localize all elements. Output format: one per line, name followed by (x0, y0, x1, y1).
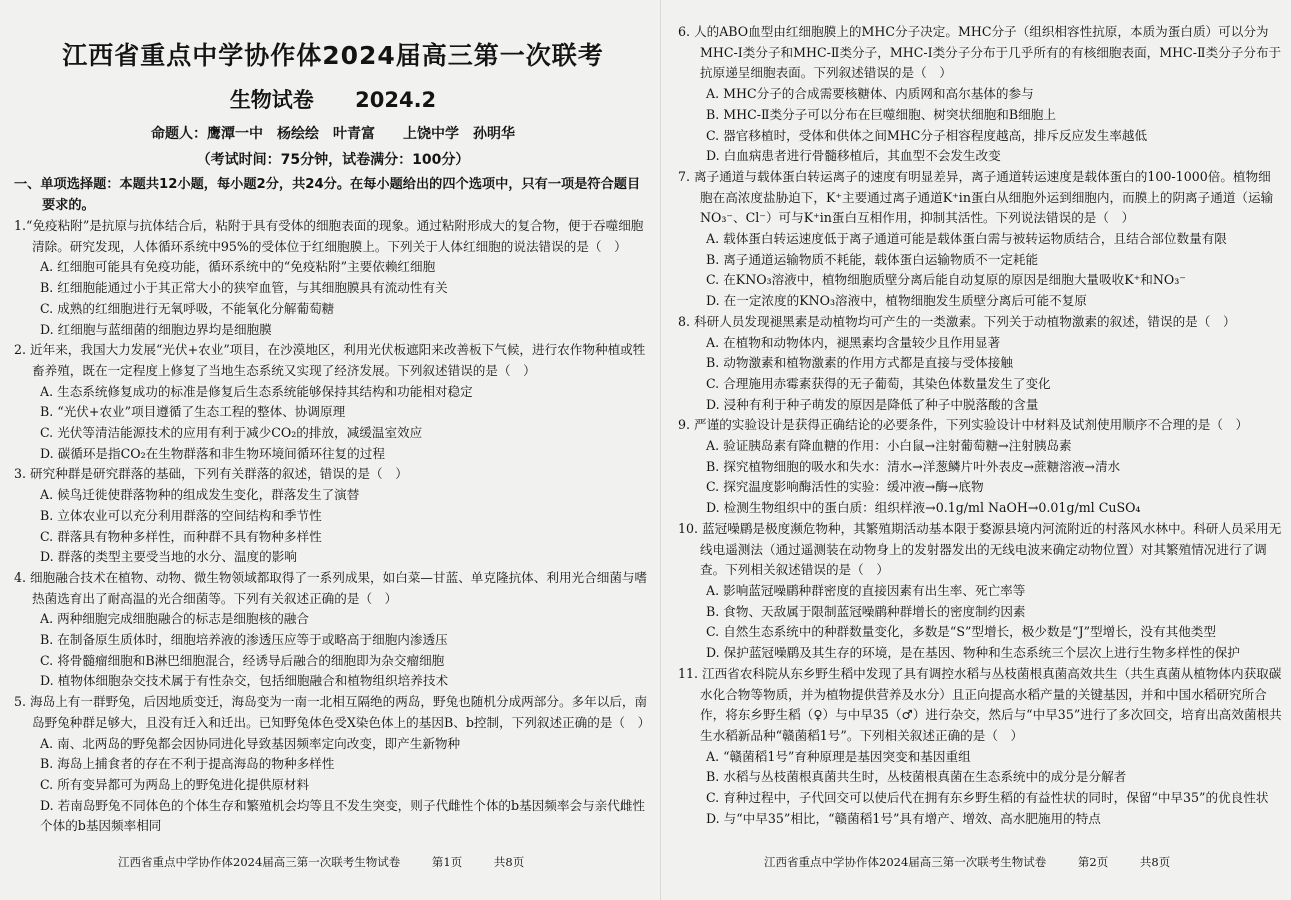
question-option: B. 立体农业可以充分利用群落的空间结构和季节性 (40, 507, 322, 523)
page-footer (764, 854, 1198, 870)
question-option: C. 将骨髓瘤细胞和B淋巴细胞混合，经诱导后融合的细胞即为杂交瘤细胞 (40, 652, 445, 668)
question-option: D. 群落的类型主要受当地的水分、温度的影响 (40, 549, 297, 565)
question-item (14, 464, 652, 568)
question-option: B. 红细胞能通过小于其正常大小的狭窄血管，与其细胞膜具有流动性有关 (40, 280, 448, 296)
question-item (678, 519, 1283, 664)
question-option: D. 在一定浓度的KNO₃溶液中，植物细胞发生质壁分离后可能不复原 (706, 293, 1087, 309)
question-option: A. 生态系统修复成功的标准是修复后生态系统能够保持其结构和功能相对稳定 (40, 383, 473, 399)
question-item (14, 692, 652, 837)
question-option: D. 白血病患者进行骨髓移植后，其血型不会发生改变 (706, 148, 1001, 164)
question-option: C. 群落具有物种多样性，而种群不具有物种多样性 (40, 528, 322, 544)
exam-page-2 (660, 0, 1291, 900)
question-option: A. 影响蓝冠噪鹛种群密度的直接因素有出生率、死亡率等 (706, 582, 1026, 598)
exam-subtitle-line (14, 84, 652, 114)
question-option: B. 探究植物细胞的吸水和失水：清水→洋葱鳞片叶外表皮→蔗糖溶液→清水 (706, 458, 1121, 474)
question-stem: 6. 人的ABO血型由红细胞膜上的MHC分子决定。MHC分子（组织相容性抗原，本质为蛋白质）可以分为MHC-Ⅰ类分子和MHC-Ⅱ类分子，MHC-Ⅰ类分子分布于几乎所有的有核细胞表面，MHC-Ⅱ类分子分布于抗原递呈细胞表面。下列叙述错误的是（ ） (678, 24, 1282, 81)
question-list (14, 216, 652, 837)
question-option: A. MHC分子的合成需要核糖体、内质网和高尔基体的参与 (706, 86, 1034, 102)
question-item (678, 167, 1283, 312)
question-option: B. 离子通道运输物质不耗能，载体蛋白运输物质不一定耗能 (706, 251, 1039, 267)
question-option: B. 动物激素和植物激素的作用方式都是直接与受体接触 (706, 355, 1013, 371)
question-item (678, 415, 1283, 519)
question-option: C. 合理施用赤霉素获得的无子葡萄，其染色体数量发生了变化 (706, 375, 1051, 391)
question-option: C. 器官移植时，受体和供体之间MHC分子相容程度越高，排斥反应发生率越低 (706, 127, 1148, 143)
question-option: A. 红细胞可能具有免疫功能，循环系统中的“免疫粘附”主要依赖红细胞 (40, 259, 436, 275)
question-stem: 2. 近年来，我国大力发展“光伏+农业”项目，在沙漠地区，利用光伏板遮阳来改善板下气候，进行农作物种植或牲畜养殖，既在一定程度上修复了当地生态系统又实现了经济发展。下列叙述错误的是（ ） (14, 342, 646, 378)
question-option: D. 植物体细胞杂交技术属于有性杂交，包括细胞融合和植物组织培养技术 (40, 673, 449, 689)
question-item (678, 664, 1283, 830)
question-option: D. 碳循环是指CO₂在生物群落和非生物环境间循环往复的过程 (40, 445, 385, 461)
question-option: B. 在制备原生质体时，细胞培养液的渗透压应等于或略高于细胞内渗透压 (40, 632, 448, 648)
page-footer (118, 854, 552, 870)
footer-page-total: 共8页 (1139, 855, 1171, 869)
question-item (14, 568, 652, 692)
question-option: D. 检测生物组织中的蛋白质：组织样液→0.1g/ml NaOH→0.01g/ml CuSO₄ (706, 500, 1141, 516)
question-option: D. 与“中早35”相比，“赣菌稻1号”具有增产、增效、高水肥施用的特点 (706, 810, 1101, 826)
question-stem: 8. 科研人员发现褪黑素是动植物均可产生的一类激素。下列关于动植物激素的叙述，错误的是（ ） (678, 313, 1236, 329)
section-heading: 一、单项选择题：本题共12小题，每小题2分，共24分。在每小题给出的四个选项中，只有一项是符合题目要求的。 (14, 177, 641, 213)
question-stem: 10. 蓝冠噪鹛是极度濒危物种，其繁殖期活动基本限于婺源县境内河流附近的村落风水林中。科研人员采用无线电遥测法（通过遥测装在动物身上的发射器发出的无线电波来确定动物位置）对其繁殖情况进行了调查。下列相关叙述错误的是（ ） (678, 520, 1282, 578)
question-stem: 9. 严谨的实验设计是获得正确结论的必要条件，下列实验设计中材料及试剂使用顺序不合理的是（ ） (678, 417, 1249, 433)
question-option: D. 保护蓝冠噪鹛及其生存的环境，是在基因、物种和生态系统三个层次上进行生物多样性的保护 (706, 645, 1240, 661)
question-option: C. 在KNO₃溶液中，植物细胞质壁分离后能自动复原的原因是细胞大量吸收K⁺和NO₃⁻ (706, 272, 1186, 288)
question-stem: 11. 江西省农科院从东乡野生稻中发现了具有调控水稻与丛枝菌根真菌高效共生（共生真菌从植物体内获取碳水化合物等物质，并为植物提供营养及水分）且正向提高水稻产量的关键基因，并和中国水稻研究所合作，将东乡野生稻（♀）与中早35（♂）进行杂交，然后与“中早35”进行了多次回交，培育出高效菌根共生水稻新品种“赣菌稻1号”。下列相关叙述正确的是（ ） (678, 665, 1282, 743)
subject-title: 生物试卷 (229, 88, 314, 112)
footer-page-total: 共8页 (493, 855, 525, 869)
exam-authors: 命题人：鹰潭一中 杨绘绘 叶青富 上饶中学 孙明华 (151, 126, 515, 142)
question-option: C. 自然生态系统中的种群数量变化，多数是“S”型增长，极少数是“J”型增长，没有其他类型 (706, 624, 1216, 640)
question-stem: 1.“免疫粘附”是抗原与抗体结合后，粘附于具有受体的细胞表面的现象。通过粘附形成大的复合物，便于吞噬细胞清除。研究发现，人体循环系统中95%的受体位于红细胞膜上。下列关于人体红细胞的说法错误的是（ ） (14, 218, 644, 254)
question-option: B. 海岛上捕食者的存在不利于提高海岛的物种多样性 (40, 756, 335, 772)
question-item (14, 340, 652, 464)
question-option: A. 在植物和动物体内，褪黑素均含量较少且作用显著 (706, 334, 1001, 350)
question-stem: 7. 离子通道与载体蛋白转运离子的速度有明显差异，离子通道转运速度是载体蛋白的100-1000倍。植物细胞在高浓度盐胁迫下，K⁺主要通过离子通道K⁺in蛋白从细胞外运到细胞内，而膜上的阴离子通道（运输NO₃⁻、Cl⁻）可与K⁺in蛋白互相作用，抑制其活性。下列说法错误的是（ ） (678, 168, 1274, 226)
question-option: C. 成熟的红细胞进行无氧呼吸，不能氧化分解葡萄糖 (40, 300, 335, 316)
footer-page-number: 第1页 (431, 855, 463, 869)
question-option: A. “赣菌稻1号”育种原理是基因突变和基因重组 (706, 748, 971, 764)
question-item (678, 22, 1283, 167)
question-option: C. 育种过程中，子代回交可以使后代在拥有东乡野生稻的有益性状的同时，保留“中早35”的优良性状 (706, 790, 1269, 806)
footer-text: 江西省重点中学协作体2024届高三第一次联考生物试卷 (764, 855, 1047, 869)
footer-page-number: 第2页 (1077, 855, 1109, 869)
question-option: B. 水稻与丛枝菌根真菌共生时，丛枝菌根真菌在生态系统中的成分是分解者 (706, 769, 1127, 785)
question-option: A. 载体蛋白转运速度低于离子通道可能是载体蛋白需与被转运物质结合，且结合部位数量有限 (706, 231, 1227, 247)
question-list (678, 22, 1283, 829)
question-option: A. 两种细胞完成细胞融合的标志是细胞核的融合 (40, 611, 309, 627)
question-option: D. 浸种有利于种子萌发的原因是降低了种子中脱落酸的含量 (706, 396, 1039, 412)
footer-text: 江西省重点中学协作体2024届高三第一次联考生物试卷 (118, 855, 401, 869)
question-option: A. 验证胰岛素有降血糖的作用：小白鼠→注射葡萄糖→注射胰岛素 (706, 438, 1072, 454)
question-item (14, 216, 652, 340)
question-option: A. 候鸟迁徙使群落物种的组成发生变化，群落发生了演替 (40, 487, 360, 503)
question-option: A. 南、北两岛的野兔都会因协同进化导致基因频率定向改变，即产生新物种 (40, 735, 461, 751)
question-option: D. 若南岛野兔不同体色的个体生存和繁殖机会均等且不发生突变，则子代雌性个体的b基因频率会与亲代雌性个体的b基因频率相同 (40, 797, 646, 834)
question-stem: 4. 细胞融合技术在植物、动物、微生物领域都取得了一系列成果，如白菜—甘蓝、单克隆抗体、利用光合细菌与嗜热菌选育出了耐高温的光合细菌等。下列有关叙述正确的是（ ） (14, 569, 648, 606)
exam-title: 江西省重点中学协作体2024届高三第一次联考 (62, 41, 604, 70)
question-option: B. 食物、天敌属于限制蓝冠噪鹛种群增长的密度制约因素 (706, 603, 1026, 619)
question-option: B. MHC-Ⅱ类分子可以分布在巨噬细胞、树突状细胞和B细胞上 (706, 106, 1056, 122)
exam-date: 2024.2 (355, 88, 437, 112)
question-option: C. 光伏等清洁能源技术的应用有利于减少CO₂的排放，减缓温室效应 (40, 425, 423, 441)
question-option: C. 所有变异都可为两岛上的野兔进化提供原材料 (40, 776, 310, 792)
question-stem: 5. 海岛上有一群野兔，后因地质变迁，海岛变为一南一北相互隔绝的两岛，野兔也随机分成两部分。多年以后，南岛野兔种群足够大，且没有迁入和迁出。已知野兔体色受X染色体上的基因B、b控制，下列叙述正确的是（ ） (14, 694, 651, 730)
exam-info: （考试时间：75分钟，试卷满分：100分） (196, 152, 470, 168)
question-option: C. 探究温度影响酶活性的实验：缓冲液→酶→底物 (706, 479, 984, 495)
question-stem: 3. 研究种群是研究群落的基础，下列有关群落的叙述，错误的是（ ） (14, 466, 408, 482)
question-item (678, 312, 1283, 416)
question-option: D. 红细胞与蓝细菌的细胞边界均是细胞膜 (40, 321, 272, 337)
question-option: B. “光伏+农业”项目遵循了生态工程的整体、协调原理 (40, 404, 346, 420)
